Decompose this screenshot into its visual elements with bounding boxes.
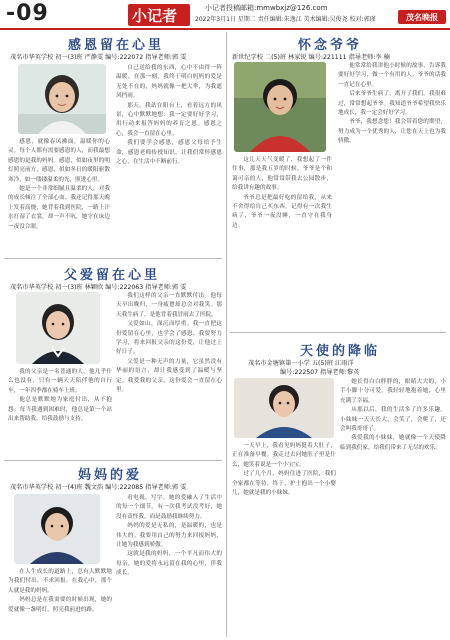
paragraph: 感恩，就像春风拂面，温暖你的心灵。每个人都有需要感恩的人，而我最想感恩的是我的妈妈。感恩，似如夜里的明灯照亮前方，感恩，似如冬日的暖阳驱散寒冷，如一缕缕温柔的光，照进心里。 bbox=[8, 139, 110, 183]
paragraph: 我的父亲是一名普通的人，他几乎什么也没有，只有一辆天天陪伴他的自行车，一年四季都在骑车上班。 bbox=[8, 369, 112, 394]
paragraph: 从那以后，我的生活多了许多乐趣。小妹妹一天天长大，会笑了，会爬了，还会叫我哥哥了。 bbox=[340, 407, 446, 433]
contact-email: 小记者投稿邮箱:mmwbxjz@126.com bbox=[205, 4, 328, 12]
editor-credits: 2022年3月1日 星期二 责任编辑:朱逸江 美术编辑:吴俊尧 校对:郭瑾 bbox=[195, 16, 376, 23]
section-name: 小记者 bbox=[132, 7, 178, 25]
article-body bbox=[8, 568, 112, 636]
article-body bbox=[8, 138, 110, 256]
page-header bbox=[0, 0, 450, 30]
article-body bbox=[8, 368, 112, 458]
article-body bbox=[116, 64, 222, 256]
newspaper-logo: 茂名晚报 bbox=[398, 10, 446, 24]
author-photo bbox=[234, 378, 334, 438]
paragraph: 父爱如山，深沉而厚重。我一直把这份爱留在心里，也学会了感恩。我要努力学习，将来回报父亲的这份爱，让他过上好日子。 bbox=[116, 321, 222, 356]
article-byline: 新世纪学校 二(5)班 林家锐 编号:221111 指导老师:李 楠 bbox=[232, 54, 390, 61]
article-body bbox=[232, 442, 336, 636]
section-divider bbox=[230, 332, 446, 333]
paragraph: 在人生成长的道路上，总有人默默地为我们付出，不求回报。在我心中，那个人就是我的妈妈。 bbox=[8, 569, 112, 594]
paragraph: 看电视，写字。她的爱融入了生活中的每一个细节。有一次我考试没考好，她没有责怪我，而是鼓励我继续努力。 bbox=[116, 495, 222, 520]
paragraph: 过了几个月，妈妈住进了医院，我们全家都在等待。终于，护士抱出一个小婴儿，她就是我的小妹妹。 bbox=[232, 471, 336, 497]
paragraph: 妈妈总是在我需要的时候出现，她的爱就像一盏明灯，照亮我前进的路。 bbox=[8, 597, 112, 613]
article-title: 妈妈的爱 bbox=[78, 468, 143, 483]
article-byline: 茂名市华英学校 初一(3)班 严静雯 编号:222072 指导老师:郭 雯 bbox=[10, 54, 187, 61]
paragraph: 妈妈的爱是无私的，是温暖的，也是伟大的。我要用自己的努力来回报妈妈，让她为我感到骄傲。 bbox=[116, 523, 222, 549]
article-byline: 编号:222507 指导老师:黎英 bbox=[280, 369, 360, 376]
author-photo bbox=[16, 292, 100, 364]
section-divider bbox=[4, 258, 222, 259]
article-body bbox=[116, 494, 222, 636]
paragraph: 父爱是一种无声的力量，它虽然没有华丽的语言，却让我感受到了温暖与坚定。我爱我的父亲，这份爱会一直留在心里。 bbox=[116, 358, 222, 394]
article-body bbox=[232, 156, 332, 330]
page-number: -09 bbox=[6, 1, 49, 26]
paragraph: 我爱我的小妹妹，她就像一个天使降临到我们家，给我们带来了无尽的欢乐。 bbox=[340, 435, 446, 451]
author-photo bbox=[14, 494, 100, 564]
article-body bbox=[340, 378, 446, 636]
article-title: 怀念爷爷 bbox=[298, 38, 363, 53]
column-divider bbox=[226, 32, 227, 637]
paragraph: 她是一个非常细腻且温柔的人，对我的成长倾注了全部心血。我还记得那天晚上发着高烧，她背着我到医院，一路上汗水打湿了衣裳，却一声不吭，她守在床边一夜没合眼。 bbox=[8, 186, 110, 230]
article-body bbox=[338, 62, 446, 330]
paragraph: 他总是默默地为家庭付出，从不抱怨。每当我遇到困难时，他总是第一个站出来帮助我，给我鼓励与支持。 bbox=[8, 397, 112, 423]
paragraph: 这就是我的妈妈，一个平凡而伟大的母亲。她的爱将永远留在我的心里，伴我成长。 bbox=[116, 551, 222, 577]
header-rule bbox=[0, 28, 450, 30]
paragraph: 这几天天气变暖了，我想起了一件往事，那是我五岁的时候。爷爷是个和蔼可亲的人，他常常带我去公园散步，给我讲有趣的故事。 bbox=[232, 157, 332, 192]
article-byline: 茂名市华英学校 初一(4)班 魏文浩 编号:222085 指导老师:郭 雯 bbox=[10, 484, 187, 491]
paragraph: 她长得白白胖胖的，眼睛大大的，小手小脚十分可爱。我轻轻地抱着她，心里充满了幸福。 bbox=[340, 379, 446, 404]
paragraph: 我们这样的父亲一直默默付出。他每天早出晚归，一身疲惫却总会对我笑。那天我生病了，是他背着我冒雨去了医院。 bbox=[116, 293, 222, 318]
paragraph: 他常常给我讲他小时候的故事，告诉我要好好学习，做一个有用的人。爷爷的话我一直记在心里。 bbox=[338, 63, 446, 88]
paragraph: 爷爷，我想念您！我会带着您的期望，努力成为一个优秀的人，让您在天上也为我骄傲。 bbox=[338, 119, 446, 145]
article-title: 感恩留在心里 bbox=[68, 38, 165, 53]
article-body bbox=[116, 292, 222, 458]
article-byline: 茂名市金塘镇第一小学 五(5)班 江雨洋 bbox=[248, 360, 354, 367]
article-byline: 茂名市华英学校 初一(3)班 林颖欣 编号:222063 指导老师:郭 雯 bbox=[10, 284, 187, 291]
author-photo bbox=[18, 64, 106, 134]
paragraph: 后来爷爷生病了，离开了我们。我很难过，常常想起爷爷。我知道爷爷希望我快乐地成长，我一定会好好学习。 bbox=[338, 91, 446, 117]
article-title: 天使的降临 bbox=[300, 344, 381, 359]
article-title: 父爱留在心里 bbox=[64, 268, 161, 283]
paragraph: 爷爷总是把最好吃的留给我，从来不舍得给自己买东西。记得有一次我生病了，爷爷一夜没睡，一直守在我身边。 bbox=[232, 194, 332, 229]
author-photo bbox=[234, 62, 326, 152]
paragraph: 一天早上，我看见妈妈挺着大肚子，正在准备早餐。我走过去问她肚子里是什么，她笑着说是一个小宝宝。 bbox=[232, 443, 336, 468]
paragraph: 自己送给我的东西，心中不由得一阵温暖。在那一刻，我终于明白妈妈的爱是无处不在的，妈妈就像一把大伞，为我遮风挡雨。 bbox=[116, 65, 222, 100]
paragraph: 我们要学会感恩，感恩父母给予生命，感恩老师传授知识。让我们常怀感恩之心，在生活中不断前行。 bbox=[116, 140, 222, 166]
paragraph: 那天，我站在阳台上，看着远方的风景，心中默默地想：我一定要好好学习，用行动来报答妈妈的养育之恩。感恩之心，我会一直留在心里。 bbox=[116, 102, 222, 137]
section-divider bbox=[4, 460, 222, 461]
